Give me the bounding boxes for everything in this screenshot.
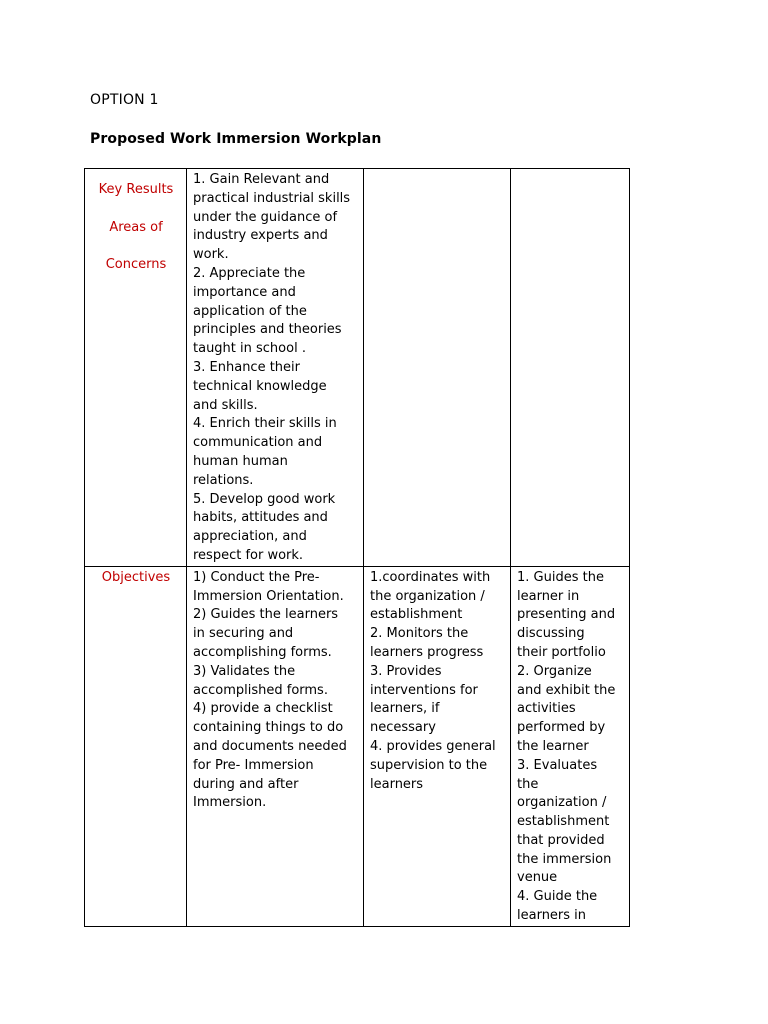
cell-line: organization / (517, 795, 607, 811)
cell-line: the learner (517, 738, 589, 754)
cell-line: their portfolio (517, 644, 606, 660)
workplan-table (84, 168, 630, 927)
cell-line: 4) provide a checklist (193, 701, 333, 717)
key-results-col2-cell (364, 169, 511, 567)
document-title: Proposed Work Immersion Workplan (90, 131, 382, 147)
cell-line: 1. Guides the (517, 569, 604, 585)
key-results-col1-text (193, 171, 358, 566)
cell-line: human human (193, 453, 288, 469)
cell-line: learner in (517, 588, 580, 604)
objectives-col3-cell (511, 566, 630, 926)
cell-line: application of the (193, 303, 307, 319)
cell-line: under the guidance of (193, 209, 338, 225)
objectives-label-cell (85, 566, 187, 926)
cell-line: the (517, 776, 539, 792)
cell-line: the organization / (370, 588, 485, 604)
cell-line: 1.coordinates with (370, 569, 491, 585)
cell-line: accomplished forms. (193, 682, 328, 698)
cell-line: habits, attitudes and (193, 510, 328, 526)
key-results-label-cell (85, 169, 187, 567)
cell-line: 3. Provides (370, 663, 442, 679)
cell-line: 2) Guides the learners (193, 607, 339, 623)
cell-line: Immersion. (193, 795, 267, 811)
cell-line: learners (370, 776, 424, 792)
cell-line: 3) Validates the (193, 663, 296, 679)
key-results-label-line-2: Areas of (109, 219, 163, 235)
cell-line: technical knowledge (193, 378, 327, 394)
objectives-label: Objectives (101, 569, 171, 585)
option-title: OPTION 1 (90, 92, 159, 108)
cell-line: 4. provides general (370, 738, 496, 754)
cell-line: containing things to do (193, 720, 344, 736)
cell-line: practical industrial skills (193, 190, 351, 206)
cell-line: 3. Enhance their (193, 359, 301, 375)
cell-line: learners progress (370, 644, 484, 660)
key-results-label-line-1: Key Results (98, 182, 174, 197)
cell-line: relations. (193, 472, 254, 488)
cell-line: and exhibit the (517, 682, 616, 698)
cell-line: 2. Organize (517, 663, 592, 679)
cell-line: work. (193, 247, 229, 263)
cell-line: respect for work. (193, 547, 304, 563)
cell-line: and documents needed (193, 738, 347, 754)
objectives-col2-text (370, 569, 505, 795)
cell-line: communication and (193, 435, 323, 451)
cell-line: for Pre- Immersion (193, 757, 314, 773)
cell-line: learners in (517, 908, 587, 924)
cell-line: performed by (517, 720, 606, 736)
cell-line: interventions for (370, 682, 478, 698)
cell-line: importance and (193, 284, 296, 300)
cell-line: 2. Appreciate the (193, 265, 306, 281)
table-row-objectives (85, 566, 630, 926)
cell-line: supervision to the (370, 757, 488, 773)
objectives-col1-cell (187, 566, 364, 926)
objectives-col3-text (517, 569, 624, 926)
cell-line: that provided (517, 832, 605, 848)
cell-line: 3. Evaluates (517, 757, 598, 773)
cell-line: establishment (517, 814, 610, 830)
cell-line: discussing (517, 626, 585, 642)
cell-line: industry experts and (193, 228, 328, 244)
cell-line: 5. Develop good work (193, 491, 336, 507)
cell-line: 1. Gain Relevant and (193, 172, 330, 187)
key-results-col1-cell (187, 169, 364, 567)
table-row-key-results (85, 169, 630, 567)
cell-line: the immersion (517, 851, 612, 867)
cell-line: 1) Conduct the Pre- (193, 569, 320, 585)
cell-line: activities (517, 701, 576, 717)
cell-line: 4. Enrich their skills in (193, 416, 337, 432)
cell-line: establishment (370, 607, 463, 623)
cell-line: appreciation, and (193, 529, 307, 545)
cell-line: in securing and (193, 626, 294, 642)
cell-line: 2. Monitors the (370, 626, 469, 642)
cell-line: taught in school . (193, 341, 306, 357)
cell-line: and skills. (193, 397, 258, 413)
cell-line: presenting and (517, 607, 616, 623)
cell-line: Immersion Orientation. (193, 588, 344, 604)
cell-line: during and after (193, 776, 299, 792)
cell-line: 4. Guide the (517, 889, 598, 905)
key-results-label-line-3: Concerns (105, 257, 167, 272)
key-results-col3-cell (511, 169, 630, 567)
cell-line: venue (517, 870, 558, 886)
key-results-label (91, 171, 181, 284)
cell-line: necessary (370, 720, 436, 736)
cell-line: principles and theories (193, 322, 342, 338)
cell-line: accomplishing forms. (193, 644, 332, 660)
objectives-col1-text (193, 569, 358, 813)
cell-line: learners, if (370, 701, 440, 717)
objectives-col2-cell (364, 566, 511, 926)
